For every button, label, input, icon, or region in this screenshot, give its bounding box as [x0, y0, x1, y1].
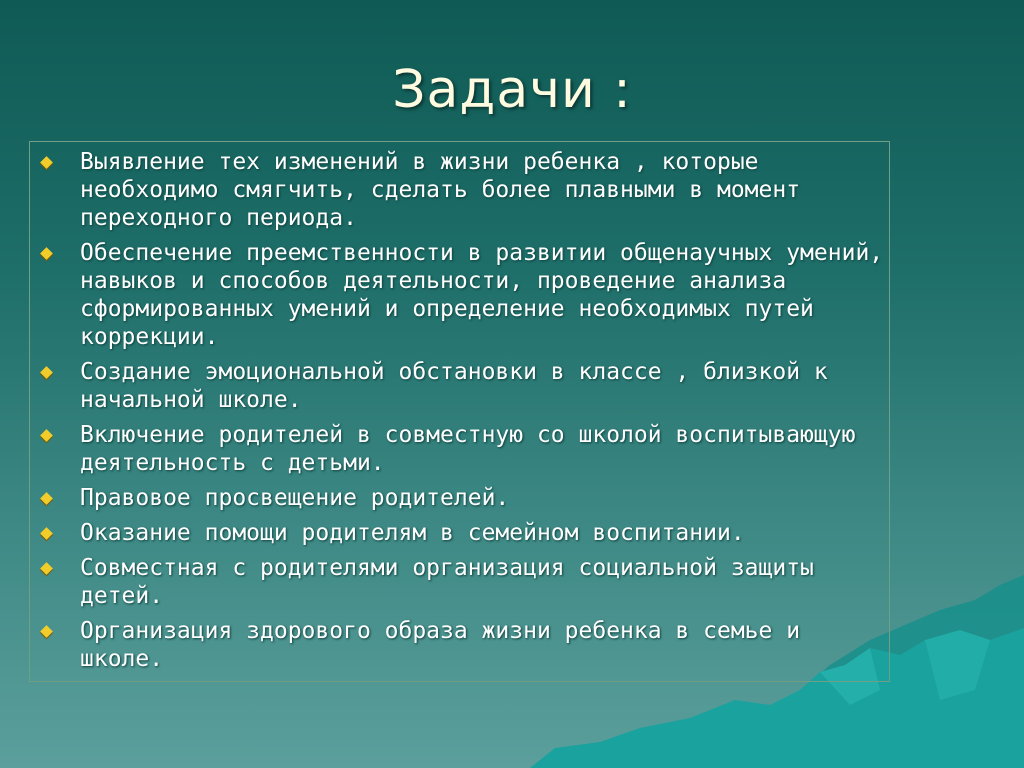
diamond-bullet-icon — [40, 366, 53, 379]
bullet-list — [80, 148, 890, 680]
bullet-item — [80, 358, 890, 414]
bullet-item — [80, 484, 890, 512]
diamond-bullet-icon — [40, 492, 53, 505]
diamond-bullet-icon — [40, 527, 53, 540]
bullet-text: Создание эмоциональной обстановки в классе , близкой к начальной школе. — [80, 359, 828, 413]
diamond-bullet-icon — [40, 156, 53, 169]
diamond-bullet-icon — [40, 429, 53, 442]
bullet-item — [80, 519, 890, 547]
bullet-item — [80, 421, 890, 477]
bullet-text: Правовое просвещение родителей. — [80, 485, 510, 511]
bullet-text: Включение родителей в совместную со школой воспитывающую деятельность с детьми. — [80, 422, 856, 476]
bullet-item — [80, 148, 890, 232]
slide-title: Задачи : — [392, 60, 632, 120]
bullet-text: Выявление тех изменений в жизни ребенка , которые необходимо смягчить, сделать более плавными в момент переходного периода. — [80, 149, 801, 231]
diamond-bullet-icon — [40, 562, 53, 575]
diamond-bullet-icon — [40, 625, 53, 638]
bullet-item — [80, 239, 890, 351]
bullet-item — [80, 554, 890, 610]
bullet-item — [80, 617, 890, 673]
diamond-bullet-icon — [40, 247, 53, 260]
bullet-text: Оказание помощи родителям в семейном воспитании. — [80, 520, 745, 546]
content-frame — [29, 141, 890, 682]
bullet-text: Организация здорового образа жизни ребенка в семье и школе. — [80, 618, 801, 672]
bullet-text: Обеспечение преемственности в развитии общенаучных умений, навыков и способов деятельности, проведение анализа сформированных умений и определение необходимых путей коррекции. — [80, 240, 884, 350]
bullet-text: Совместная с родителями организация социальной защиты детей. — [80, 555, 814, 609]
